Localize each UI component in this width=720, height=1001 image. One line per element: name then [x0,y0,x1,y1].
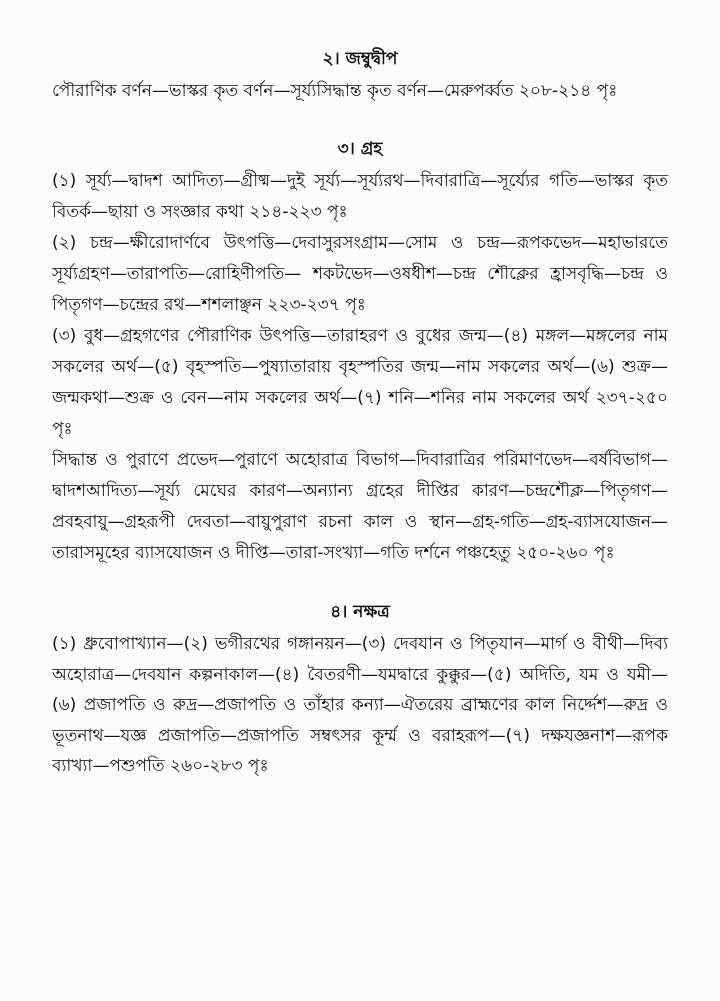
paragraph-chandra: (২) চন্দ্র—ক্ষীরোদার্ণবে উৎপত্তি—দেবাসুরসংগ্রাম—সোম ও চন্দ্র—রূপকভেদ—মহাভারতে সূর্য্যগ্রহণ—তারাপতি—রোহিণীপতি— শকটভেদ—ওষধীশ—চন্দ্র শৌক্লের হ্রাসবৃদ্ধি—চন্দ্র ও পিতৃগণ—চন্দ্রের রথ—শশলাঞ্ছন ২২৩-২৩৭ পৃঃ [52,233,668,315]
section-heading: ৪। নক্ষত্র [330,602,390,622]
section-heading: ৩। গ্রহ [337,139,383,159]
section-graha [52,136,668,569]
paragraph-siddhanta: সিদ্ধান্ত ও পুরাণে প্রভেদ—পুরাণে অহোরাত্র বিভাগ—দিবারাত্রির পরিমাণভেদ—বর্ষবিভাগ—দ্বাদশআদিত্য—সূর্য্য মেঘের কারণ—অন্যান্য গ্রহের দীপ্তির কারণ—চন্দ্রশৌক্ল—পিতৃগণ—প্রবহবায়ু—গ্রহরূপী দেবতা—বায়ুপুরাণ রচনা কাল ও স্থান—গ্রহ-গতি—গ্রহ-ব্যাসযোজন— তারাসমূহের ব্যাসযোজন ও দীপ্তি—তারা-সংখ্যা—গতি দর্শনে পঞ্চহেতু ২৫০-২৬০ পৃঃ [52,450,668,563]
paragraph-budh: (৩) বুধ—গ্রহগণের পৌরাণিক উৎপত্তি—তারাহরণ ও বুধের জন্ম—(৪) মঙ্গল—মঙ্গলের নাম সকলের অর্থ—(৫) বৃহস্পতি—পুষ্যাতারায় বৃহস্পতির জন্ম—নাম সকলের অর্থ—(৬) শুক্র—জন্মকথা—শুক্র ও বেন—নাম সকলের অর্থ—(৭) শনি—শনির নাম সকলের অর্থ ২৩৭-২৫০ পৃঃ [52,326,668,439]
paragraph: পৌরাণিক বর্ণন—ভাস্কর কৃত বর্ণন—সূর্য্যসিদ্ধান্ত কৃত বর্ণন—মেরুপর্ব্বত ২০৮-২১৪ পৃঃ [52,81,618,101]
paragraph-surya: (১) সূর্য্য—দ্বাদশ আদিত্য—গ্রীষ্ম—দুই সূর্য্য—সূর্য্যরথ—দিবারাত্রি—সূর্য্যের গতি—ভাস্কর কৃত বিতর্ক—ছায়া ও সংজ্ঞার কথা ২১৪-২২৩ পৃঃ [52,171,668,222]
section-heading: ২। জম্বুদ্বীপ [322,49,398,69]
section-nakshatra [52,599,668,782]
section-jambudvip [52,46,668,106]
paragraph-dhruva: (১) ধ্রুবোপাখ্যান—(২) ভগীরথের গঙ্গানয়ন—(৩) দেবযান ও পিতৃযান—মার্গ ও বীথী—দিব্য অহোরাত্র—দেবযান কল্পনাকাল—(৪) বৈতরণী—যমদ্বারে কুক্কুর—(৫) অদিতি, যম ও যমী—(৬) প্রজাপতি ও রুদ্র—প্রজাপতি ও তাঁহার কন্যা—ঐতরেয় ব্রাহ্মণের কাল নির্দ্দেশ—রুদ্র ও ভূতনাথ—যজ্ঞ প্রজাপতি—প্রজাপতি সম্বৎসর কূর্ম্ম ও বরাহরূপ—(৭) দক্ষযজ্ঞনাশ—রূপক ব্যাখ্যা—পশুপতি ২৬০-২৮৩ পৃঃ [52,634,668,776]
